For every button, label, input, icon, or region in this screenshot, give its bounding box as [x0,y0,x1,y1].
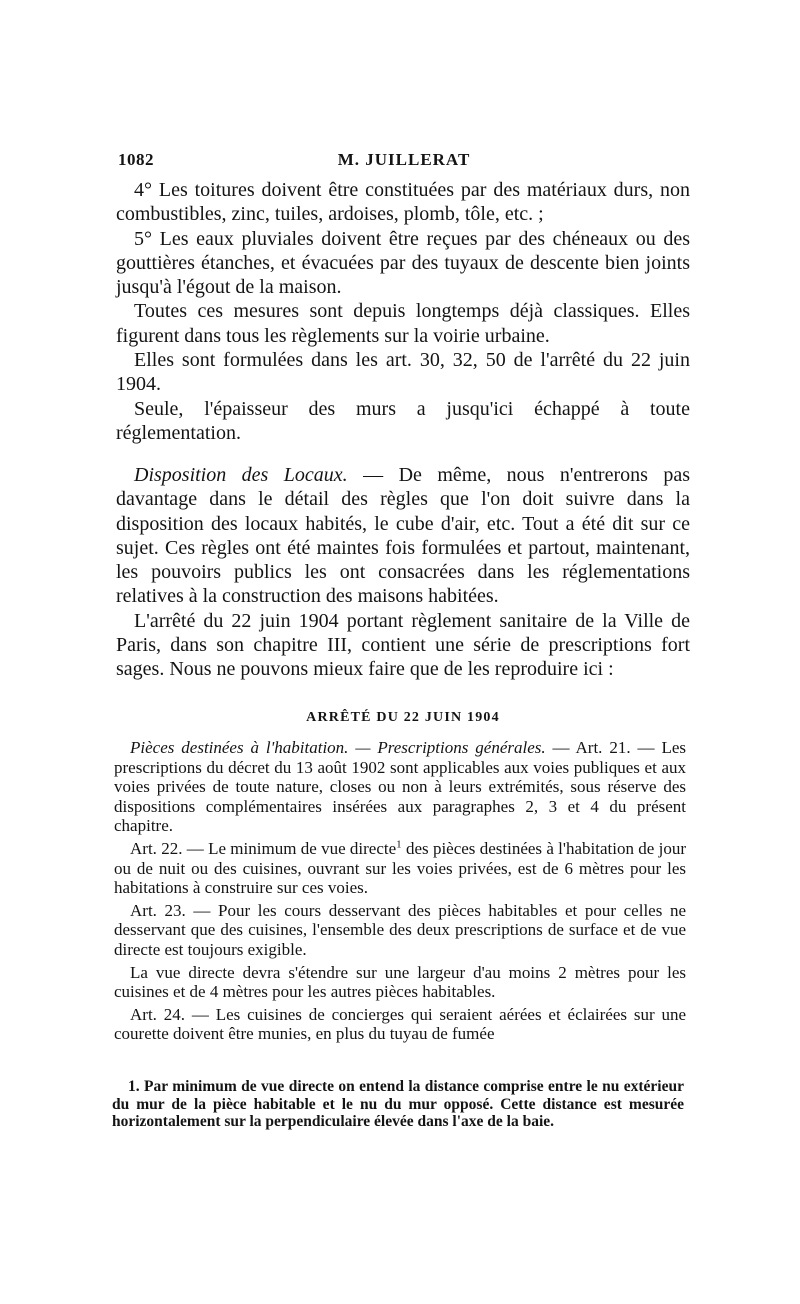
footnote [112,1078,684,1131]
article-24: Art. 24. — Les cuisines de concierges qui seraient aérées et éclairées sur une courette doivent être munies, en plus du tuyau de fumée [114,1004,686,1044]
page-number: 1082 [118,150,154,169]
article-23-continued: La vue directe devra s'étendre sur une largeur d'au moins 2 mètres pour les cuisines et de 4 mètres pour les autres pièces habitables. [114,962,686,1002]
paragraph-epaisseur-murs: Seule, l'épaisseur des murs a jusqu'ici échappé à toute réglementation. [116,397,690,444]
paragraph-arrete-intro: L'arrêté du 22 juin 1904 portant règlement sanitaire de la Ville de Paris, dans son chapitre III, contient une série de prescriptions fort sages. Nous ne pouvons mieux faire que de les reproduire ici : [116,609,690,681]
body-text-disposition [116,463,690,682]
author-name: M. JUILLERAT [337,150,471,169]
running-head [118,150,690,176]
section-heading: ARRÊTÉ DU 22 JUIN 1904 [306,710,500,725]
paragraph-mesures-classiques: Toutes ces mesures sont depuis longtemps déjà classiques. Elles figurent dans tous les règlements sur la voirie urbaine. [116,300,690,347]
article-23: Art. 23. — Pour les cours desservant des pièces habitables et pour celles ne desservant que des cuisines, l'ensemble des deux prescriptions de surface et de vue directe est toujours exigible. [114,900,686,959]
article-22-text-end: des pièces destinées à l'habitation de jour ou de nuit ou des cuisines, ouvrant sur les voies privées, est de 6 mètres pour les habitations à construire sur ces voies. [114,838,686,898]
paragraph-formulees: Elles sont formulées dans les art. 30, 32, 50 de l'arrêté du 22 juin 1904. [116,349,690,396]
disposition-text: — De même, nous n'entrerons pas davantage dans le détail des règles que l'on doit suivre dans la disposition des locaux habités, le cube d'air, etc. Tout a été dit sur ce sujet. Ces règles ont été maintes fois formulées et partout, maintenant, les pouvoirs publics les ont consacrées dans les réglementations relatives à la construction des maisons habitées. [116,464,690,608]
article-21-title: Pièces destinées à l'habitation. — Prescriptions générales. [130,738,546,757]
body-text-top [116,178,690,445]
paragraph-disposition-locaux [116,463,690,609]
article-21 [114,738,686,836]
footnote-marker: 1 [396,838,402,851]
paragraph-toitures: 4° Les toitures doivent être constituées par des matériaux durs, non combustibles, zinc, tuiles, ardoises, plomb, tôle, etc. ; [116,179,690,226]
article-22 [114,839,686,898]
disposition-title: Disposition des Locaux. [134,464,348,486]
paragraph-eaux-pluviales: 5° Les eaux pluviales doivent être reçues par des chéneaux ou des gouttières étanches, et évacuées par des tuyaux de descente bien joints jusqu'à l'égout de la maison. [116,227,690,299]
article-22-text-start: Art. 22. — Le minimum de vue directe [130,838,397,858]
footnote-text: 1. Par minimum de vue directe on entend la distance comprise entre le nu extérieur du mur de la pièce habitable et le nu du mur opposé. Cette distance est mesurée horizontalement sur la perpendiculaire élevée dans l'axe de la baie. [112,1078,684,1130]
arrete-articles [114,738,686,1047]
article-21-text: — Art. 21. — Les prescriptions du décret du 13 août 1902 sont applicables aux voies publiques et aux voies privées de toute nature, closes ou non à leurs extrémités, sous réserve des dispositions complémentaires insérées aux paragraphes 2, 3 et 4 du présent chapitre. [114,738,686,836]
